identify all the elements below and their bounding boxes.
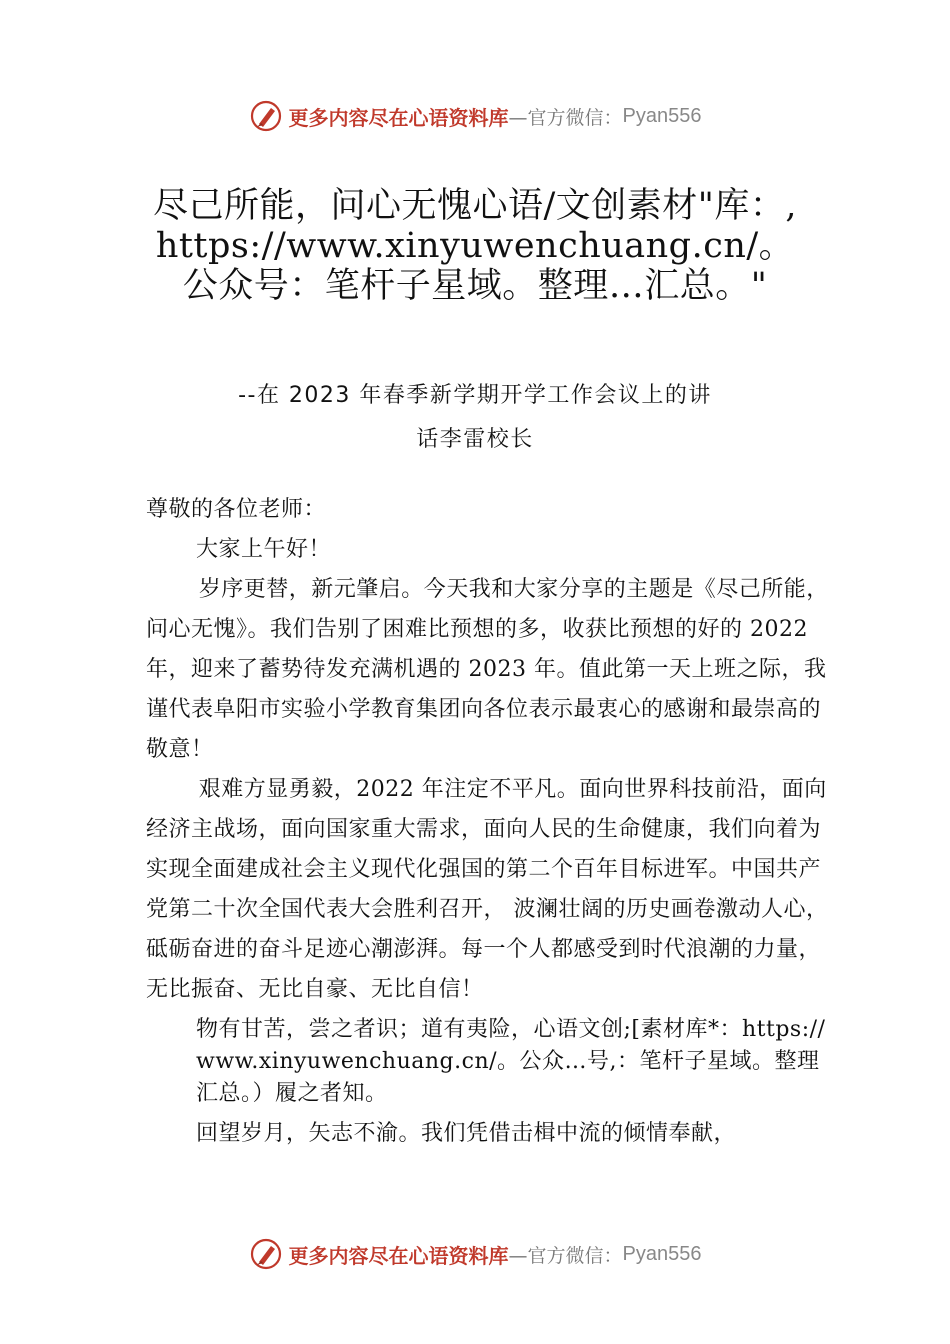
pen-nib-logo-icon: [249, 1237, 283, 1271]
footer-handle: Pyan556: [622, 1242, 702, 1265]
paragraph-3: 物有甘苦，尝之者识；道有夷险，心语文创;[素材库*：https://www.xinyuwenchuang.cn/。公众…号,：笔杆子星域。整理汇总。）履之者知。: [196, 1017, 826, 1106]
footer-gray-text: —官方微信：: [508, 1244, 623, 1267]
paragraph-4: 回望岁月，矢志不渝。我们凭借击楫中流的倾情奉献，: [196, 1121, 737, 1146]
salutation: 尊敬的各位老师：: [146, 497, 327, 522]
pen-nib-logo-icon: [249, 99, 283, 133]
paragraph-2: 艰难方显勇毅，2022 年注定不平凡。面向世界科技前沿，面向经济主战场，面向国家重大需求，面向人民的生命健康，我们向着为实现全面建成社会主义现代化强国的第二个百年目标进军。中国共产党第二十次全国代表大会胜利召开， 波澜壮阔的历史画卷激动人心，砥砺奋进的奋斗足迹心潮澎湃。每一个人都感受到时代浪潮的力量，无比振奋、无比自豪、无比自信！: [146, 777, 829, 1002]
header-banner: [0, 96, 950, 136]
banner-handle: Pyan556: [622, 104, 702, 127]
subtitle-line-2: 话李雷校长: [416, 427, 534, 452]
document-body: [146, 490, 836, 1154]
footer-banner: [0, 1234, 950, 1274]
greeting: 大家上午好！: [196, 537, 332, 562]
footer-red-text: 更多内容尽在心语资料库: [288, 1243, 509, 1268]
subtitle-line-1: --在 2023 年春季新学期开学工作会议上的讲: [238, 383, 712, 408]
banner-gray-text: —官方微信：: [508, 106, 623, 129]
document-subtitle: [170, 374, 780, 462]
document-title: 尽己所能，问心无愧心语/文创素材"库：,https://www.xinyuwenchuang.cn/。公众号：笔杆子星域。整理…汇总。": [152, 186, 798, 306]
paragraph-1: 岁序更替，新元肇启。今天我和大家分享的主题是《尽己所能，问心无愧》。我们告别了困难比预想的多，收获比预想的好的 2022 年，迎来了蓄势待发充满机遇的 2023 年。值此第一天上班之际，我谨代表阜阳市实验小学教育集团向各位表示最衷心的感谢和最崇高的敬意！: [146, 577, 829, 762]
banner-red-text: 更多内容尽在心语资料库: [288, 105, 509, 130]
